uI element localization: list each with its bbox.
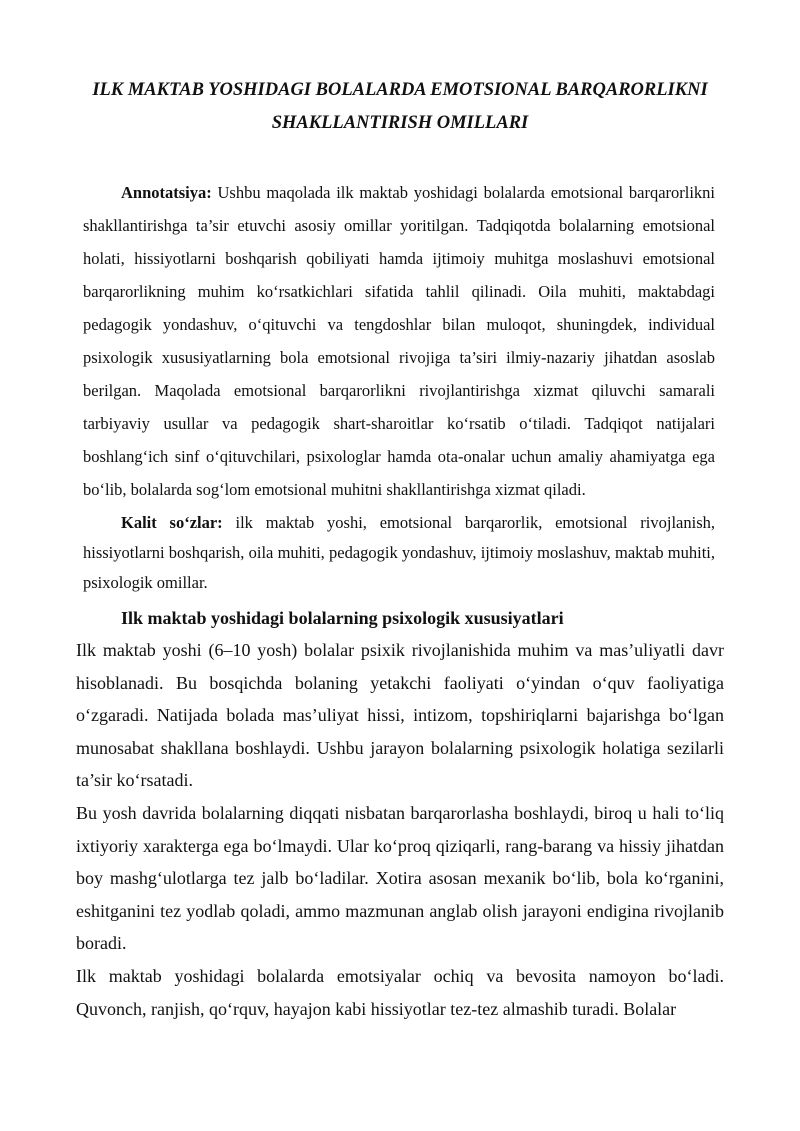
keywords-text: ilk maktab yoshi, emotsional barqarorlik, emotsional rivojlanish, hissiyotlarni boshqarish, oila muhiti, pedagogik yondashuv, ijtimoiy moslashuv, maktab muhiti, psixologik omillar. bbox=[83, 513, 716, 592]
abstract bbox=[83, 176, 715, 506]
section-heading: Ilk maktab yoshidagi bolalarning psixologik xususiyatlari bbox=[121, 608, 564, 628]
body-paragraph: Ilk maktab yoshi (6–10 yosh) bolalar psixik rivojlanishida muhim va mas’uliyatli davr hisoblanadi. Bu bosqichda bolaning yetakchi faoliyati o‘yindan o‘quv faoliyatiga o‘zgaradi. Natijada bolada mas’uliyat hissi, intizom, topshiriqlarni bajarishga bo‘lgan munosabat shakllana boshlaydi. Ushbu jarayon bolalarning psixologik holatiga sezilarli ta’sir ko‘rsatadi. bbox=[76, 640, 724, 791]
section-body bbox=[76, 634, 724, 1025]
body-paragraph: Bu yosh davrida bolalarning diqqati nisbatan barqarorlasha boshlaydi, biroq u hali to‘liq ixtiyoriy xarakterga ega bo‘lmaydi. Ular ko‘proq qiziqarli, rang-barang va hissiy jihatdan boy mashg‘ulotlarga tez jalb bo‘ladilar. Xotira asosan mexanik bo‘lib, bola ko‘rganini, eshitganini tez yodlab qoladi, ammo mazmunan anglab olish jarayoni endigina rivojlanib boradi. bbox=[76, 802, 724, 954]
abstract-text: Ushbu maqolada ilk maktab yoshidagi bolalarda emotsional barqarorlikni shakllantirishga ta’sir etuvchi asosiy omillar yoritilgan. Tadqiqotda bolalarning emotsional holati, hissiyotlarni boshqarish qobiliyati hamda ijtimoiy muhitga moslashuvi emotsional barqarorlikning muhim ko‘rsatkichlari sifatida tahlil qilinadi. Oila muhiti, maktabdagi pedagogik yondashuv, o‘qituvchi va tengdoshlar bilan muloqot, shuningdek, individual psixologik xususiyatlarning bola emotsional rivojiga ta’siri ilmiy-nazariy jihatdan asoslab berilgan. Maqolada emotsional barqarorlikni rivojlantirishga xizmat qiluvchi samarali tarbiyaviy usullar va pedagogik shart-sharoitlar ko‘rsatib o‘tiladi. Tadqiqot natijalari boshlang‘ich sinf o‘qituvchilari, psixologlar hamda ota-onalar uchun amaliy ahamiyatga ega bo‘lib, bolalarda sog‘lom emotsional muhitni shakllantirishga xizmat qiladi. bbox=[83, 183, 716, 499]
body-paragraph: Ilk maktab yoshidagi bolalarda emotsiyalar ochiq va bevosita namoyon bo‘ladi. Quvonch, ranjish, qo‘rquv, hayajon kabi hissiyotlar tez-tez almashib turadi. Bolalar bbox=[76, 965, 724, 1019]
keywords bbox=[83, 508, 715, 598]
paper-title bbox=[60, 74, 740, 140]
paper-title-line-1: ILK MAKTAB YOSHIDAGI BOLALARDA EMOTSIONAL BARQARORLIKNI bbox=[92, 80, 708, 100]
paper-title-line-2: SHAKLLANTIRISH OMILLARI bbox=[271, 113, 529, 133]
keywords-label: Kalit so‘zlar: bbox=[121, 513, 223, 532]
abstract-label: Annotatsiya: bbox=[121, 183, 212, 202]
